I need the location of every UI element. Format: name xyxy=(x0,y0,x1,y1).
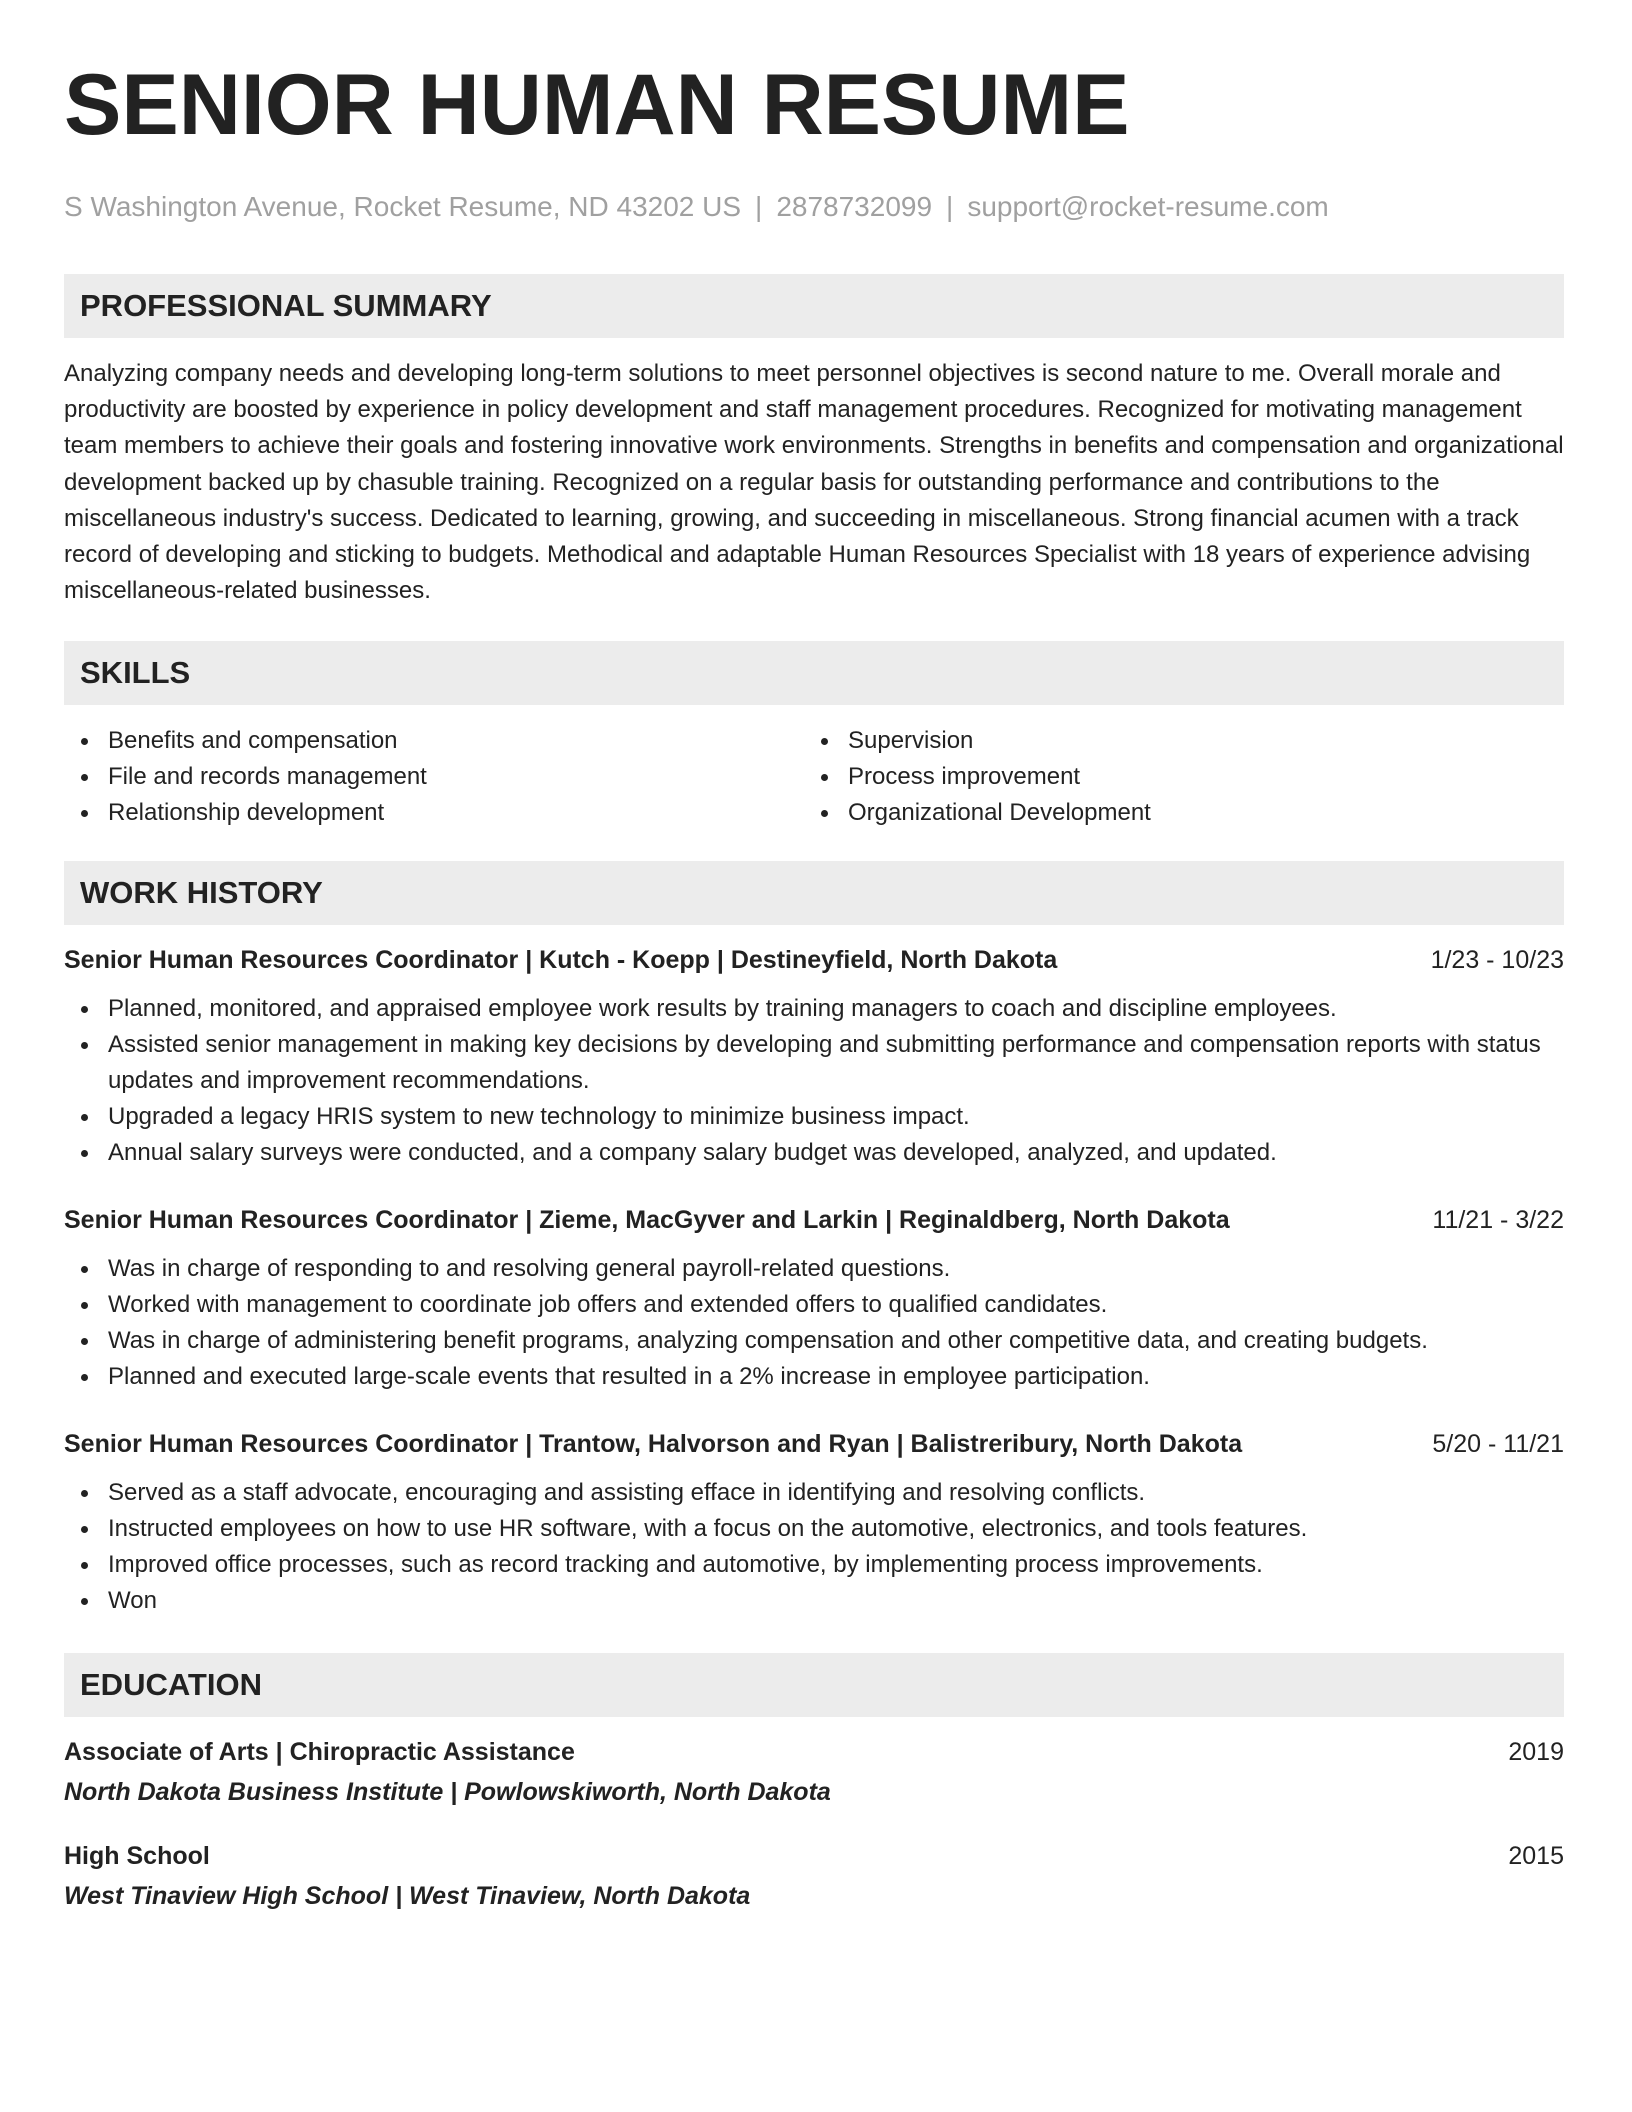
contact-address: S Washington Avenue, Rocket Resume, ND 43202 US xyxy=(64,191,742,222)
skill-item: Process improvement xyxy=(804,759,1544,795)
job-bullets xyxy=(64,1251,1564,1395)
job-entry xyxy=(64,1427,1564,1619)
job-bullet: Annual salary surveys were conducted, and a company salary budget was developed, analyzed, and updated. xyxy=(64,1135,1564,1171)
skill-item: Benefits and compensation xyxy=(64,723,804,759)
contact-line xyxy=(64,190,1564,224)
job-dates: 5/20 - 11/21 xyxy=(1432,1430,1564,1459)
job-bullets xyxy=(64,991,1564,1171)
job-title: Senior Human Resources Coordinator | Kutch - Koepp | Destineyfield, North Dakota xyxy=(64,946,1058,975)
summary-text: Analyzing company needs and developing long-term solutions to meet personnel objectives is second nature to me. Overall morale and productivity are boosted by experience in policy development and staff management procedures. Recognized for motivating management team members to achieve their goals and fostering innovative work environments. Strengths in benefits and compensation and organizational development backed up by chasuble training. Recognized on a regular basis for outstanding performance and contributions to the miscellaneous industry's success. Dedicated to learning, growing, and succeeding in miscellaneous. Strong financial acumen with a track record of developing and sticking to budgets. Methodical and adaptable Human Resources Specialist with 18 years of experience advising miscellaneous-related businesses. xyxy=(64,360,1564,605)
job-dates: 1/23 - 10/23 xyxy=(1430,946,1564,975)
education-year: 2019 xyxy=(1508,1738,1564,1767)
resume-page xyxy=(64,57,1564,1913)
job-title: Senior Human Resources Coordinator | Trantow, Halvorson and Ryan | Balistreribury, North Dakota xyxy=(64,1430,1243,1459)
contact-separator: | xyxy=(946,191,954,222)
job-header xyxy=(64,943,1564,977)
skill-item: Supervision xyxy=(804,723,1544,759)
skill-item: Relationship development xyxy=(64,795,804,831)
education-header xyxy=(64,1735,1564,1769)
skill-item: File and records management xyxy=(64,759,804,795)
education-degree: Associate of Arts | Chiropractic Assistance xyxy=(64,1738,575,1767)
skill-item: Organizational Development xyxy=(804,795,1544,831)
job-bullet: Worked with management to coordinate job offers and extended offers to qualified candidates. xyxy=(64,1287,1564,1323)
job-bullet: Was in charge of responding to and resolving general payroll-related questions. xyxy=(64,1251,1564,1287)
skills-list xyxy=(64,723,1564,831)
job-bullet: Won xyxy=(64,1583,1564,1619)
contact-phone: 2878732099 xyxy=(776,191,933,222)
resume-name: SENIOR HUMAN RESUME xyxy=(64,57,1130,153)
job-header xyxy=(64,1203,1564,1237)
section-heading-skills: SKILLS xyxy=(64,641,1564,705)
education-year: 2015 xyxy=(1508,1842,1564,1871)
education-school: North Dakota Business Institute | Powlowskiworth, North Dakota xyxy=(64,1778,831,1807)
contact-separator: | xyxy=(755,191,763,222)
job-bullet: Instructed employees on how to use HR software, with a focus on the automotive, electronics, and tools features. xyxy=(64,1511,1564,1547)
skills-column-right xyxy=(804,723,1544,831)
education-school: West Tinaview High School | West Tinaview, North Dakota xyxy=(64,1882,751,1911)
job-bullets xyxy=(64,1475,1564,1619)
job-bullet: Improved office processes, such as record tracking and automotive, by implementing process improvements. xyxy=(64,1547,1564,1583)
job-entry xyxy=(64,943,1564,1171)
job-title: Senior Human Resources Coordinator | Zieme, MacGyver and Larkin | Reginaldberg, North Dakota xyxy=(64,1206,1230,1235)
skills-column-left xyxy=(64,723,804,831)
job-entry xyxy=(64,1203,1564,1395)
contact-email: support@rocket-resume.com xyxy=(967,191,1329,222)
job-bullet: Planned, monitored, and appraised employee work results by training managers to coach and discipline employees. xyxy=(64,991,1564,1027)
education-degree: High School xyxy=(64,1842,210,1871)
job-bullet: Upgraded a legacy HRIS system to new technology to minimize business impact. xyxy=(64,1099,1564,1135)
education-header xyxy=(64,1839,1564,1873)
job-bullet: Assisted senior management in making key decisions by developing and submitting performance and compensation reports with status updates and improvement recommendations. xyxy=(64,1027,1564,1099)
job-bullet: Planned and executed large-scale events that resulted in a 2% increase in employee participation. xyxy=(64,1359,1564,1395)
section-heading-education: EDUCATION xyxy=(64,1653,1564,1717)
job-bullet: Was in charge of administering benefit programs, analyzing compensation and other competitive data, and creating budgets. xyxy=(64,1323,1564,1359)
education-entry xyxy=(64,1839,1564,1913)
job-dates: 11/21 - 3/22 xyxy=(1432,1206,1564,1235)
section-heading-work-history: WORK HISTORY xyxy=(64,861,1564,925)
job-bullet: Served as a staff advocate, encouraging and assisting efface in identifying and resolving conflicts. xyxy=(64,1475,1564,1511)
education-entry xyxy=(64,1735,1564,1809)
job-header xyxy=(64,1427,1564,1461)
section-heading-summary: PROFESSIONAL SUMMARY xyxy=(64,274,1564,338)
